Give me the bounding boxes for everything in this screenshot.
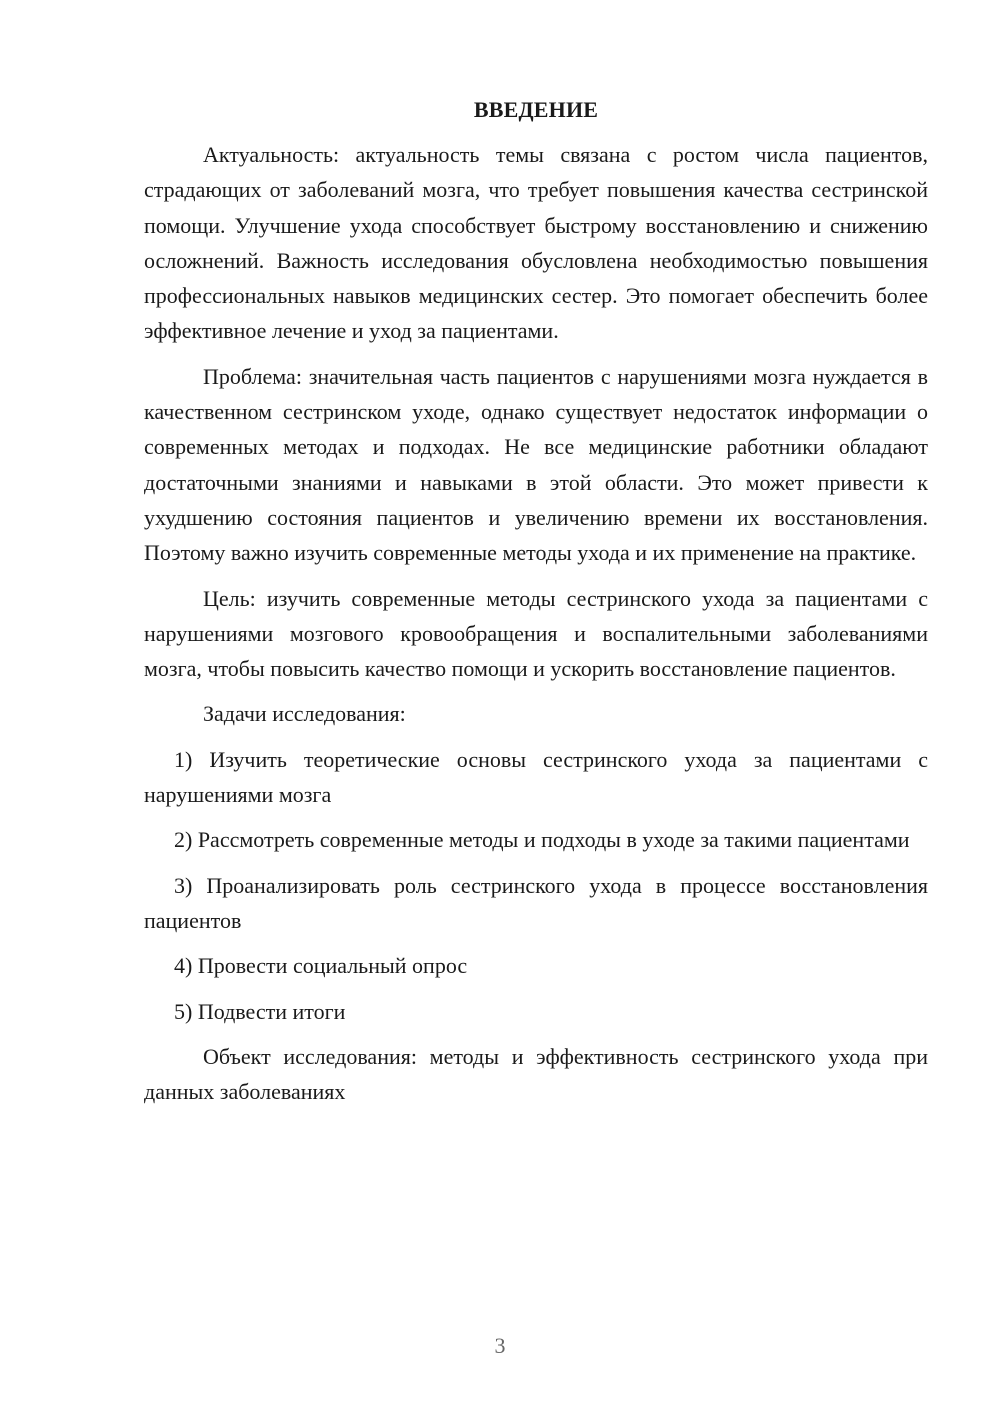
- page-number: 3: [494, 1333, 506, 1358]
- task-item-5: 5) Подвести итоги: [174, 998, 346, 1024]
- task-item-1: 1) Изучить теоретические основы сестринского ухода за пациентами с нарушениями мозга: [144, 746, 928, 808]
- paragraph-tasks-heading: Задачи исследования:: [203, 701, 406, 727]
- task-item-4: 4) Провести социальный опрос: [174, 953, 468, 979]
- section-title: ВВЕДЕНИЕ: [473, 97, 599, 122]
- paragraph-goal: Цель: изучить современные методы сестринского ухода за пациентами с нарушениями мозгового кровообращения и воспалительными заболеваниями мозга, чтобы повысить качество помощи и ускорить восстановление пациентов.: [144, 585, 928, 682]
- paragraph-object: Объект исследования: методы и эффективность сестринского ухода при данных заболеваниях: [144, 1043, 928, 1105]
- document-page: [144, 92, 928, 1119]
- paragraph-problem: Проблема: значительная часть пациентов с нарушениями мозга нуждается в качественном сестринском уходе, однако существует недостаток информации о современных методах и подходах. Не все медицинские работники обладают достаточными знаниями и навыками в этой области. Это может привести к ухудшению состояния пациентов и увеличению времени их восстановления. Поэтому важно изучить современные методы ухода и их применение на практике.: [144, 363, 928, 566]
- paragraph-relevance: Актуальность: актуальность темы связана с ростом числа пациентов, страдающих от заболеваний мозга, что требует повышения качества сестринской помощи. Улучшение ухода способствует быстрому восстановлению и снижению осложнений. Важность исследования обусловлена необходимостью повышения профессиональных навыков медицинских сестер. Это помогает обеспечить более эффективное лечение и уход за пациентами.: [144, 142, 928, 344]
- task-item-2: 2) Рассмотреть современные методы и подходы в уходе за такими пациентами: [174, 827, 910, 853]
- task-item-3: 3) Проанализировать роль сестринского ухода в процессе восстановления пациентов: [144, 872, 928, 933]
